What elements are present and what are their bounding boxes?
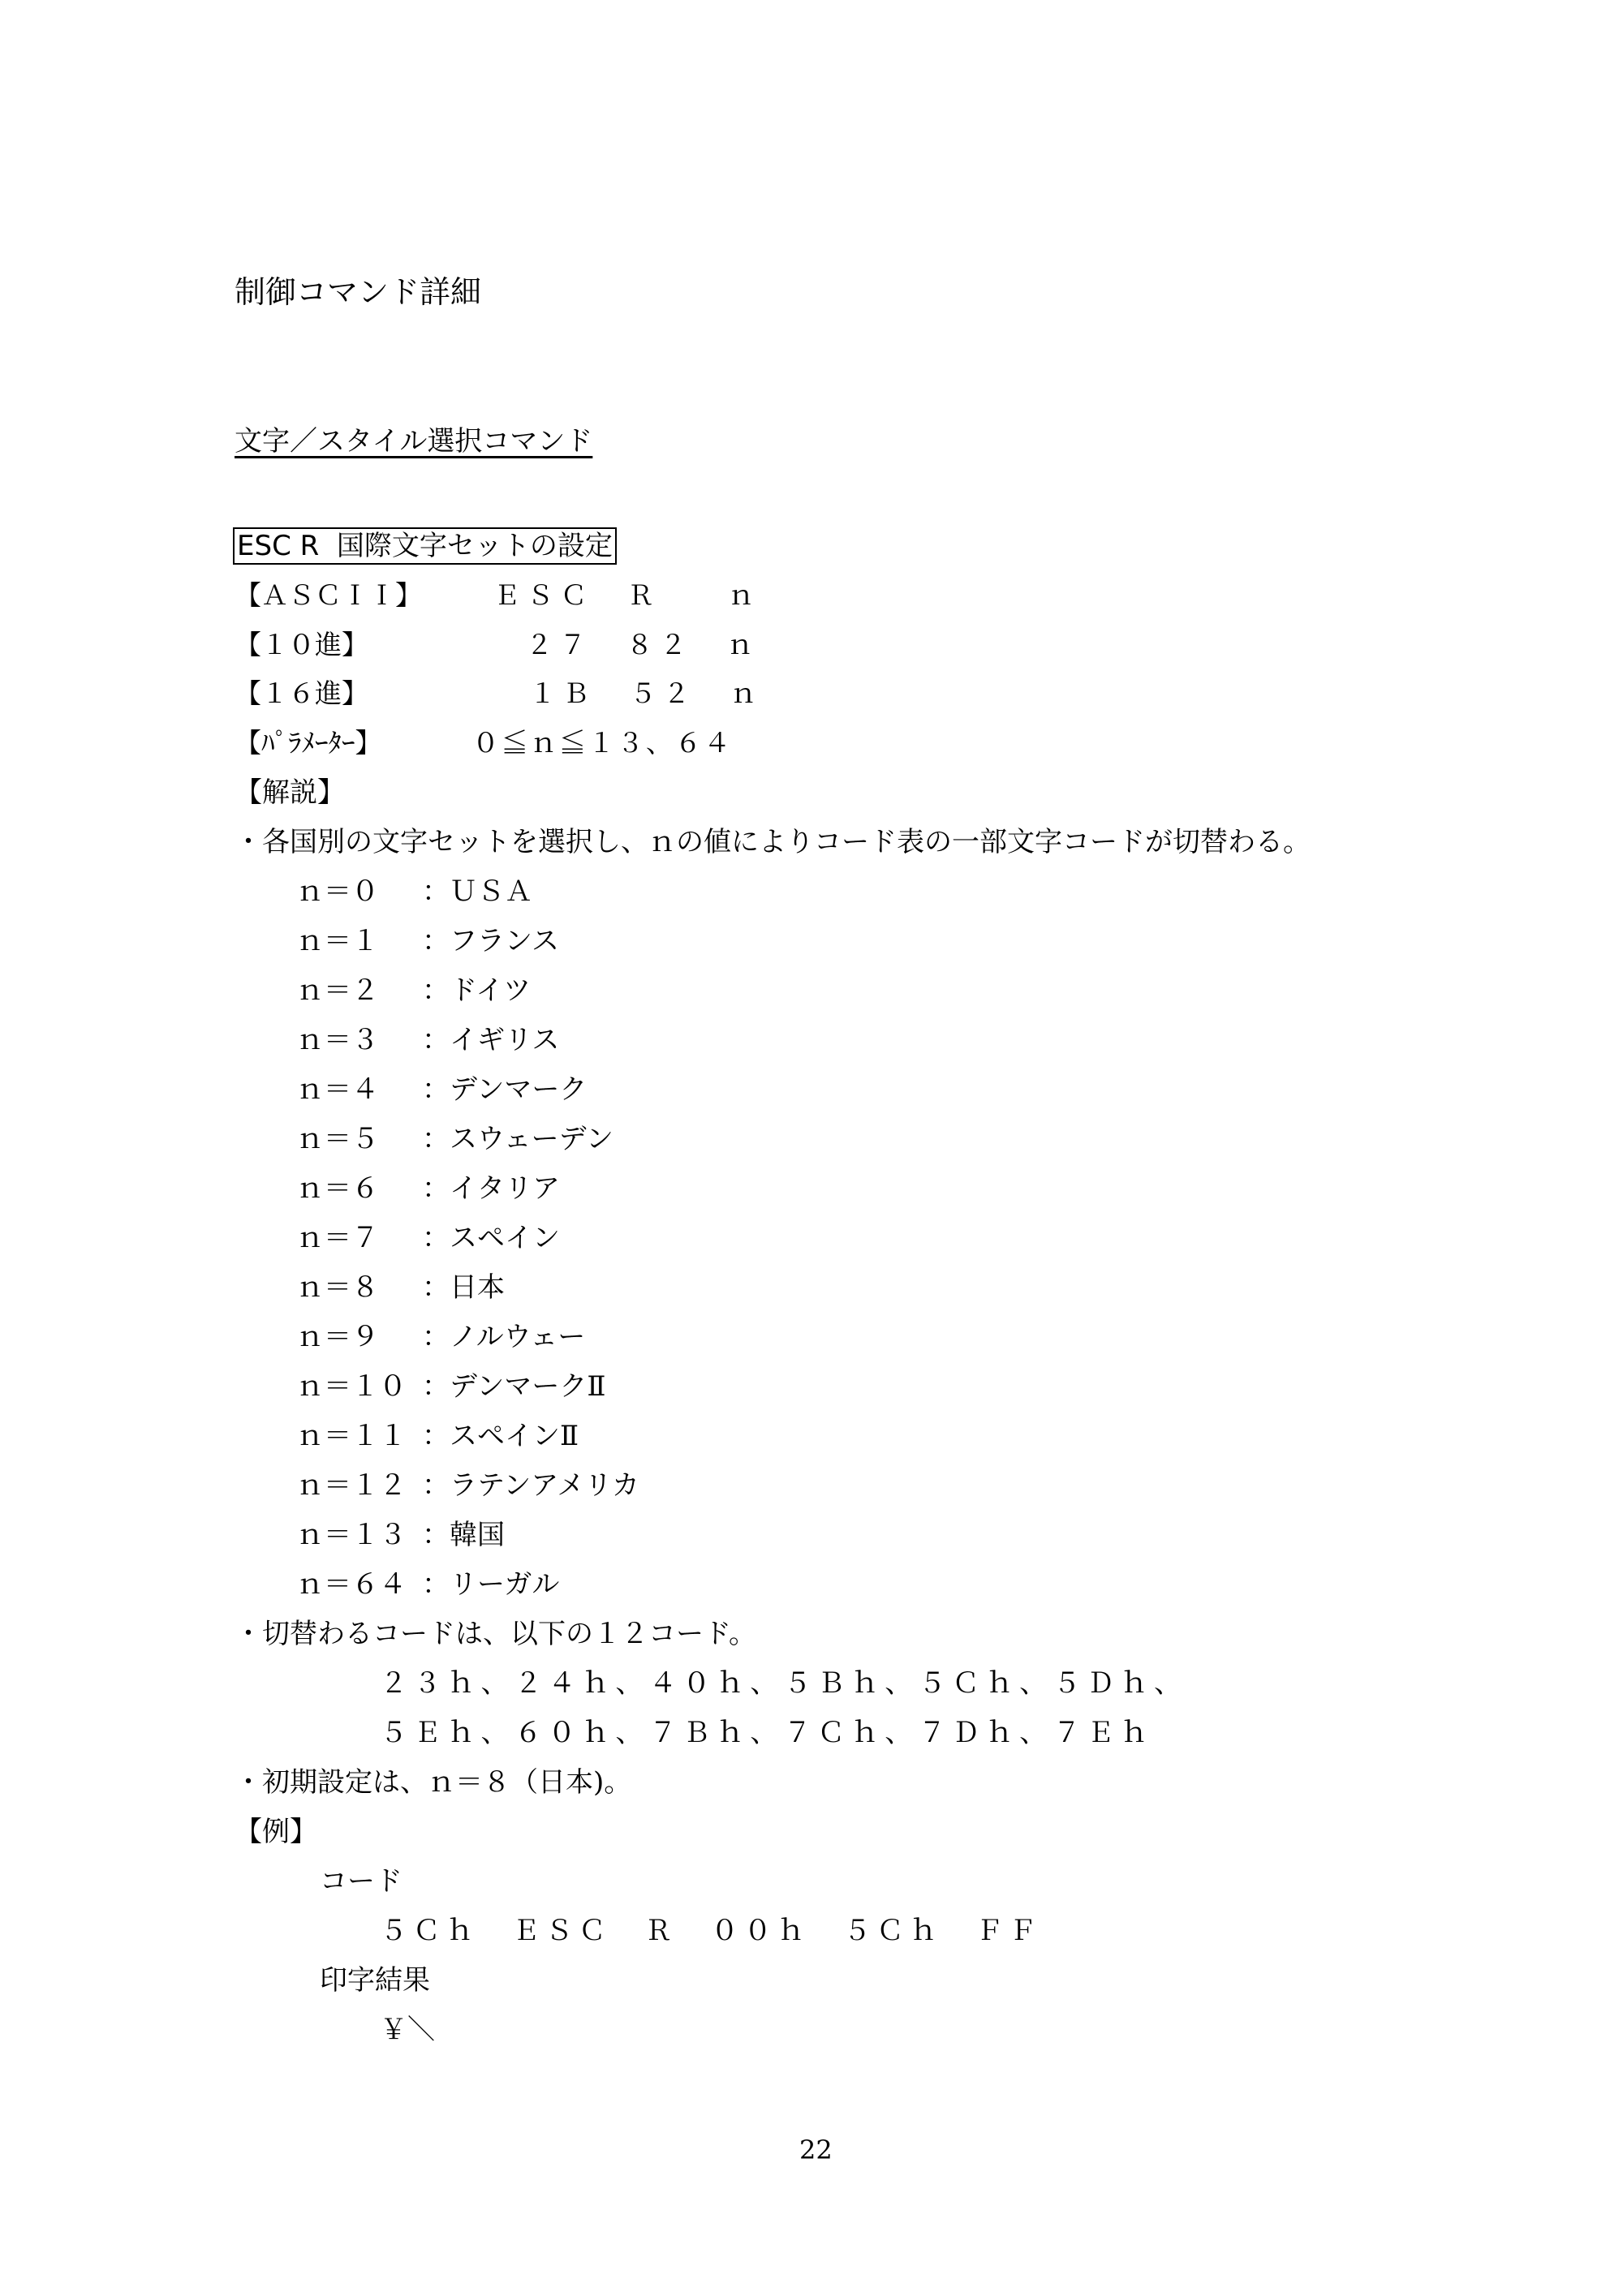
charset-name: ：リーガル: [422, 1568, 560, 1601]
charset-name: ：ラテンアメリカ: [422, 1469, 639, 1502]
example-code-label: コード: [320, 1865, 403, 1898]
charset-n: ｎ＝１: [296, 925, 379, 957]
charset-n: ｎ＝０: [296, 875, 379, 908]
command-title-box: ESC R 国際文字セットの設定: [233, 527, 617, 565]
page-title: 制御コマンド詳細: [235, 274, 482, 310]
codes-line-2: ５Ｅｈ、６０ｈ、７Ｂｈ、７Ｃｈ、７Ｄｈ、７Ｅｈ: [380, 1717, 1155, 1749]
example-result-label: 印字結果: [320, 1964, 430, 1997]
charset-name: ：スペイン: [422, 1222, 560, 1254]
spec-ascii-label: 【ＡＳＣＩＩ】: [235, 579, 422, 611]
bullet-switched-codes: ・切替わるコードは、以下の１２コード。: [235, 1618, 756, 1650]
spec-dec-value: ２７ ８２ ｎ: [526, 629, 760, 660]
charset-n: ｎ＝６４: [296, 1568, 407, 1601]
charset-n: ｎ＝８: [296, 1271, 379, 1304]
spec-dec-label: 【１０進】: [235, 629, 368, 660]
charset-n: ｎ＝５: [296, 1123, 379, 1155]
charset-name: ：イギリス: [422, 1024, 560, 1056]
charset-name: ：韓国: [422, 1519, 505, 1551]
charset-n: ｎ＝７: [296, 1222, 379, 1254]
spec-ascii-value: ＥＳＣ Ｒ ｎ: [493, 579, 761, 611]
spec-hex-label: 【１６進】: [235, 677, 368, 709]
charset-name: ：デンマークⅡ: [422, 1370, 606, 1403]
charset-name: ：デンマーク: [422, 1073, 588, 1106]
charset-n: ｎ＝１３: [296, 1519, 407, 1551]
charset-name: ：スペインⅡ: [422, 1420, 579, 1452]
spec-param-label: 【ﾊﾟﾗﾒｰﾀｰ】: [235, 727, 382, 759]
charset-n: ｎ＝１０: [296, 1370, 407, 1403]
charset-n: ｎ＝９: [296, 1321, 379, 1353]
charset-name: ：日本: [422, 1271, 505, 1304]
charset-n: ｎ＝３: [296, 1024, 379, 1056]
example-label: 【例】: [235, 1816, 317, 1848]
charset-n: ｎ＝２: [296, 974, 379, 1007]
explanation-label: 【解説】: [235, 776, 345, 809]
charset-n: ｎ＝６: [296, 1172, 379, 1205]
bullet-description: ・各国別の文字セットを選択し、ｎの値によりコード表の一部文字コードが切替わる。: [235, 826, 1311, 858]
charset-name: ：フランス: [422, 925, 559, 957]
spec-hex-value: １Ｂ ５２ ｎ: [529, 677, 764, 709]
bullet-default-setting: ・初期設定は、ｎ＝８（日本)。: [235, 1766, 632, 1799]
charset-n: ｎ＝１１: [296, 1420, 407, 1452]
example-code: ５Ｃｈ ＥＳＣ Ｒ ００ｈ ５Ｃｈ ＦＦ: [380, 1915, 1042, 1947]
example-result: ￥＼: [380, 2014, 435, 2046]
section-heading: 文字／スタイル選択コマンド: [235, 425, 593, 458]
charset-name: ：ノルウェー: [422, 1321, 586, 1353]
charset-n: ｎ＝１２: [296, 1469, 407, 1502]
charset-name: ：スウェーデン: [422, 1123, 613, 1155]
charset-name: ：イタリア: [422, 1172, 560, 1205]
page-number: 22: [799, 2135, 833, 2165]
charset-name: ：ＵＳＡ: [422, 875, 532, 908]
charset-n: ｎ＝４: [296, 1073, 379, 1106]
spec-param-value: ０≦ｎ≦１３、６４: [472, 727, 733, 759]
codes-line-1: ２３ｈ、２４ｈ、４０ｈ、５Ｂｈ、５Ｃｈ、５Ｄｈ、: [380, 1667, 1188, 1700]
charset-name: ：ドイツ: [422, 974, 532, 1007]
